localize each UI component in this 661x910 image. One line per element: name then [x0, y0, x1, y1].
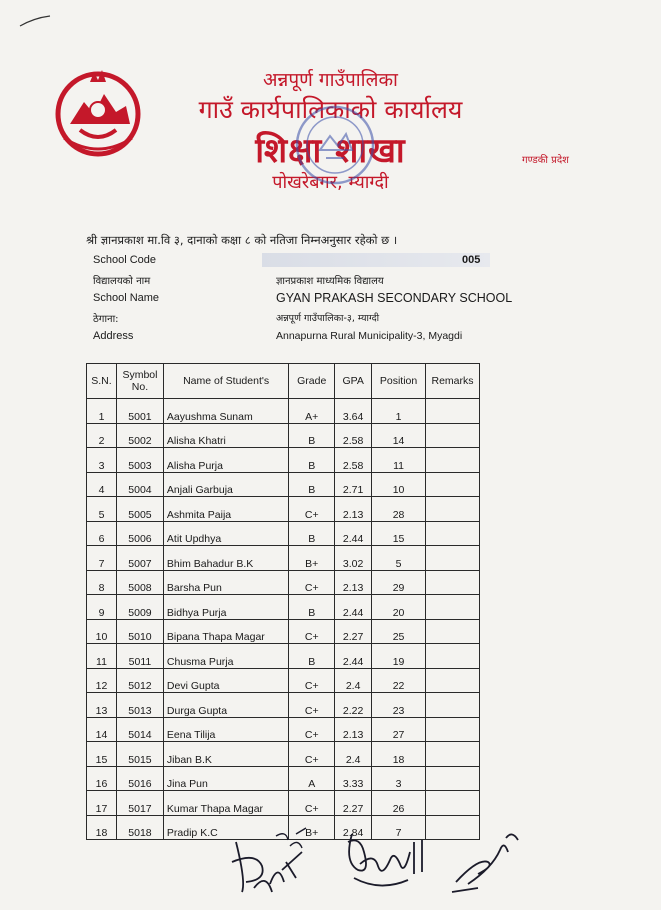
cell-sn: 3: [87, 448, 117, 473]
cell-sn: 8: [87, 570, 117, 595]
cell-position: 28: [372, 497, 426, 522]
cell-gpa: 2.44: [335, 644, 372, 669]
cell-remarks: [426, 766, 480, 791]
cell-student-name: Pradip K.C: [163, 815, 288, 840]
cell-remarks: [426, 570, 480, 595]
cell-position: 5: [372, 546, 426, 571]
cell-position: 15: [372, 521, 426, 546]
header-grade: Grade: [289, 364, 335, 399]
cell-symbol-no: 5007: [116, 546, 163, 571]
cell-remarks: [426, 791, 480, 816]
cell-symbol-no: 5009: [116, 595, 163, 620]
cell-position: 10: [372, 472, 426, 497]
cell-gpa: 2.13: [335, 497, 372, 522]
office-name: गाउँ कार्यपालिकाको कार्यालय: [198, 95, 463, 124]
cell-grade: C+: [289, 717, 335, 742]
cell-position: 27: [372, 717, 426, 742]
cell-gpa: 3.33: [335, 766, 372, 791]
table-row: [87, 595, 480, 620]
table-row: [87, 570, 480, 595]
cell-symbol-no: 5014: [116, 717, 163, 742]
cell-gpa: 2.13: [335, 570, 372, 595]
address-np-value: अन्नपूर्ण गाउँपालिका-३, म्याग्दी: [276, 313, 380, 324]
cell-grade: B: [289, 448, 335, 473]
address-en-label: Address: [93, 330, 134, 342]
cell-student-name: Atit Updhya: [163, 521, 288, 546]
school-code-value: 005: [462, 254, 481, 266]
cell-grade: B+: [289, 815, 335, 840]
cell-sn: 12: [87, 668, 117, 693]
cell-remarks: [426, 448, 480, 473]
signature-2: [340, 822, 432, 902]
cell-position: 18: [372, 742, 426, 767]
table-row: [87, 791, 480, 816]
header-gpa: GPA: [335, 364, 372, 399]
table-row: [87, 717, 480, 742]
cell-student-name: Bhim Bahadur B.K: [163, 546, 288, 571]
cell-symbol-no: 5013: [116, 693, 163, 718]
cell-symbol-no: 5012: [116, 668, 163, 693]
signature-3: [448, 822, 528, 902]
results-table: [86, 363, 480, 840]
cell-position: 22: [372, 668, 426, 693]
cell-student-name: Kumar Thapa Magar: [163, 791, 288, 816]
cell-grade: C+: [289, 570, 335, 595]
cell-sn: 10: [87, 619, 117, 644]
cell-position: 26: [372, 791, 426, 816]
cell-student-name: Jina Pun: [163, 766, 288, 791]
cell-symbol-no: 5011: [116, 644, 163, 669]
header-symbol-no: Symbol No.: [116, 364, 163, 399]
school-name-en-label: School Name: [93, 292, 160, 304]
cell-grade: B: [289, 423, 335, 448]
province-name: गण्डकी प्रदेश: [522, 155, 569, 166]
cell-symbol-no: 5015: [116, 742, 163, 767]
cell-position: 20: [372, 595, 426, 620]
cell-gpa: 2.58: [335, 448, 372, 473]
cell-student-name: Devi Gupta: [163, 668, 288, 693]
cell-remarks: [426, 742, 480, 767]
table-row: [87, 448, 480, 473]
cell-remarks: [426, 717, 480, 742]
cell-sn: 14: [87, 717, 117, 742]
cell-grade: C+: [289, 497, 335, 522]
cell-position: 1: [372, 399, 426, 424]
table-row: [87, 668, 480, 693]
cell-remarks: [426, 644, 480, 669]
table-row: [87, 521, 480, 546]
cell-student-name: Durga Gupta: [163, 693, 288, 718]
cell-remarks: [426, 399, 480, 424]
cell-symbol-no: 5004: [116, 472, 163, 497]
cell-grade: B: [289, 521, 335, 546]
table-row: [87, 399, 480, 424]
cell-gpa: 2.27: [335, 791, 372, 816]
cell-sn: 11: [87, 644, 117, 669]
school-code-highlight: [262, 253, 490, 267]
cell-student-name: Chusma Purja: [163, 644, 288, 669]
cell-grade: C+: [289, 619, 335, 644]
cell-remarks: [426, 546, 480, 571]
table-row: [87, 619, 480, 644]
cell-gpa: 2.13: [335, 717, 372, 742]
header-position: Position: [372, 364, 426, 399]
cell-sn: 13: [87, 693, 117, 718]
cell-symbol-no: 5005: [116, 497, 163, 522]
cell-student-name: Alisha Purja: [163, 448, 288, 473]
cell-student-name: Anjali Garbuja: [163, 472, 288, 497]
cell-gpa: 2.22: [335, 693, 372, 718]
cell-remarks: [426, 497, 480, 522]
cell-remarks: [426, 668, 480, 693]
cell-position: 3: [372, 766, 426, 791]
cell-position: 11: [372, 448, 426, 473]
results-header-row: [87, 364, 480, 399]
cell-gpa: 2.84: [335, 815, 372, 840]
pen-stroke-mark: [18, 14, 52, 28]
cell-symbol-no: 5010: [116, 619, 163, 644]
table-row: [87, 546, 480, 571]
table-row: [87, 742, 480, 767]
school-name-en-value: GYAN PRAKASH SECONDARY SCHOOL: [276, 291, 513, 305]
school-code-label: School Code: [93, 254, 156, 266]
cell-remarks: [426, 693, 480, 718]
cell-sn: 4: [87, 472, 117, 497]
cell-remarks: [426, 619, 480, 644]
school-name-np-value: ज्ञानप्रकाश माध्यमिक विद्यालय: [276, 276, 384, 287]
intro-statement: श्री ज्ञानप्रकाश मा.वि ३, दानाको कक्षा ८ को नतिजा निम्नअनुसार रहेको छ ।: [86, 233, 398, 247]
cell-grade: B: [289, 595, 335, 620]
municipality-name: अन्नपूर्ण गाउँपालिका: [263, 69, 398, 91]
cell-grade: A: [289, 766, 335, 791]
section-name: शिक्षा शाखा: [255, 131, 406, 171]
cell-gpa: 2.4: [335, 668, 372, 693]
cell-student-name: Eena Tilija: [163, 717, 288, 742]
cell-sn: 6: [87, 521, 117, 546]
cell-symbol-no: 5016: [116, 766, 163, 791]
school-name-np-label: विद्यालयको नाम: [93, 276, 151, 287]
cell-gpa: 2.58: [335, 423, 372, 448]
cell-position: 19: [372, 644, 426, 669]
cell-sn: 17: [87, 791, 117, 816]
cell-grade: C+: [289, 693, 335, 718]
table-row: [87, 644, 480, 669]
cell-student-name: Ashmita Paija: [163, 497, 288, 522]
cell-symbol-no: 5001: [116, 399, 163, 424]
cell-gpa: 2.44: [335, 595, 372, 620]
cell-gpa: 3.64: [335, 399, 372, 424]
cell-symbol-no: 5017: [116, 791, 163, 816]
address-en-value: Annapurna Rural Municipality-3, Myagdi: [276, 330, 463, 342]
cell-gpa: 2.44: [335, 521, 372, 546]
cell-sn: 2: [87, 423, 117, 448]
cell-position: 25: [372, 619, 426, 644]
cell-grade: C+: [289, 791, 335, 816]
cell-position: 23: [372, 693, 426, 718]
office-stamp: [290, 100, 380, 190]
table-row: [87, 497, 480, 522]
cell-gpa: 2.71: [335, 472, 372, 497]
cell-grade: C+: [289, 742, 335, 767]
cell-sn: 16: [87, 766, 117, 791]
cell-symbol-no: 5008: [116, 570, 163, 595]
table-row: [87, 693, 480, 718]
cell-sn: 1: [87, 399, 117, 424]
cell-position: 14: [372, 423, 426, 448]
cell-remarks: [426, 423, 480, 448]
office-location: पोखरेबगर, म्याग्दी: [272, 172, 389, 193]
table-row: [87, 472, 480, 497]
cell-gpa: 2.4: [335, 742, 372, 767]
cell-grade: B+: [289, 546, 335, 571]
cell-sn: 7: [87, 546, 117, 571]
cell-student-name: Aayushma Sunam: [163, 399, 288, 424]
cell-sn: 15: [87, 742, 117, 767]
cell-grade: C+: [289, 668, 335, 693]
cell-sn: 9: [87, 595, 117, 620]
cell-grade: B: [289, 644, 335, 669]
header-remarks: Remarks: [426, 364, 480, 399]
cell-student-name: Bidhya Purja: [163, 595, 288, 620]
cell-position: 7: [372, 815, 426, 840]
cell-grade: A+: [289, 399, 335, 424]
cell-symbol-no: 5002: [116, 423, 163, 448]
cell-symbol-no: 5006: [116, 521, 163, 546]
cell-position: 29: [372, 570, 426, 595]
cell-student-name: Jiban B.K: [163, 742, 288, 767]
cell-student-name: Barsha Pun: [163, 570, 288, 595]
cell-remarks: [426, 521, 480, 546]
cell-gpa: 3.02: [335, 546, 372, 571]
cell-symbol-no: 5018: [116, 815, 163, 840]
cell-remarks: [426, 472, 480, 497]
table-row: [87, 766, 480, 791]
header-sn: S.N.: [87, 364, 117, 399]
cell-student-name: Alisha Khatri: [163, 423, 288, 448]
header-student-name: Name of Student's: [163, 364, 288, 399]
cell-grade: B: [289, 472, 335, 497]
cell-remarks: [426, 595, 480, 620]
cell-sn: 18: [87, 815, 117, 840]
cell-symbol-no: 5003: [116, 448, 163, 473]
cell-gpa: 2.27: [335, 619, 372, 644]
cell-sn: 5: [87, 497, 117, 522]
table-row: [87, 423, 480, 448]
address-np-label: ठेगाना:: [93, 314, 119, 325]
cell-student-name: Bipana Thapa Magar: [163, 619, 288, 644]
signature-1: [226, 822, 314, 902]
